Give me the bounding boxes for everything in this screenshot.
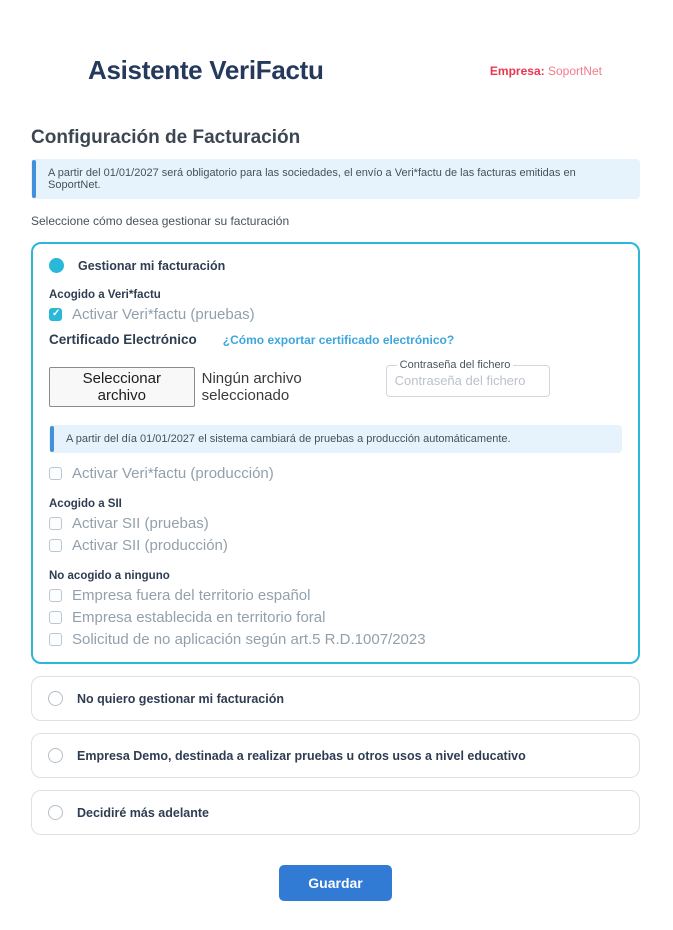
file-select-button[interactable]: Seleccionar archivo (49, 367, 195, 407)
certificado-label: Certificado Electrónico (49, 332, 197, 347)
certificado-file-row (49, 359, 622, 407)
checkbox-fuera-territorio-label[interactable]: Empresa fuera del territorio español (72, 587, 311, 604)
info-banner-top-text: A partir del 01/01/2027 será obligatorio para las sociedades, el envío a Veri*factu de las facturas emitidas en SoportNet. (48, 167, 576, 191)
check-row-sii-produccion[interactable] (49, 537, 622, 554)
option-card-gestionar (31, 242, 640, 664)
header (31, 55, 640, 86)
section-title: Configuración de Facturación (31, 127, 301, 148)
actions-bar (31, 865, 640, 901)
checkbox-verifactu-produccion[interactable] (49, 467, 62, 480)
group-label-verifactu: Acogido a Veri*factu (49, 289, 161, 301)
radio-gestionar[interactable] (49, 258, 64, 273)
checkbox-sii-pruebas[interactable] (49, 517, 62, 530)
checkbox-sii-produccion-label[interactable]: Activar SII (producción) (72, 537, 228, 554)
info-banner-top (31, 159, 640, 199)
option-card-no-gestionar[interactable] (31, 676, 640, 721)
password-fieldset (386, 359, 550, 397)
page-title: Asistente VeriFactu (88, 55, 324, 85)
info-banner-inner (49, 425, 622, 453)
option-card-decidire[interactable] (31, 790, 640, 835)
radio-row-gestionar[interactable] (49, 258, 622, 273)
save-button[interactable]: Guardar (279, 865, 391, 901)
checkbox-verifactu-pruebas-label[interactable]: Activar Veri*factu (pruebas) (72, 306, 255, 323)
certificado-export-link[interactable]: ¿Cómo exportar certificado electrónico? (222, 333, 455, 347)
checkbox-sii-produccion[interactable] (49, 539, 62, 552)
check-row-verifactu-produccion[interactable] (49, 465, 622, 482)
check-row-territorio-foral[interactable] (49, 609, 622, 626)
radio-gestionar-label[interactable]: Gestionar mi facturación (78, 258, 226, 273)
checkbox-fuera-territorio[interactable] (49, 589, 62, 602)
checkbox-territorio-foral[interactable] (49, 611, 62, 624)
check-row-sii-pruebas[interactable] (49, 515, 622, 532)
check-row-fuera-territorio[interactable] (49, 587, 622, 604)
page (0, 55, 673, 901)
checkbox-verifactu-produccion-label[interactable]: Activar Veri*factu (producción) (72, 465, 274, 482)
checkbox-territorio-foral-label[interactable]: Empresa establecida en territorio foral (72, 609, 326, 626)
empresa-label: Empresa: (489, 63, 545, 78)
check-row-no-aplicacion[interactable] (49, 631, 622, 648)
option-card-empresa-demo[interactable] (31, 733, 640, 778)
certificado-file-input[interactable] (49, 367, 386, 407)
password-legend: Contraseña del fichero (399, 359, 511, 371)
radio-empresa-demo-label[interactable]: Empresa Demo, destinada a realizar pruebas u otros usos a nivel educativo (77, 748, 526, 763)
password-input[interactable] (395, 373, 541, 388)
radio-empresa-demo[interactable] (48, 748, 63, 763)
checkbox-verifactu-pruebas[interactable] (49, 308, 62, 321)
info-banner-inner-text: A partir del día 01/01/2027 el sistema cambiará de pruebas a producción automáticamente. (66, 433, 511, 445)
empresa-value: SoportNet (547, 63, 602, 78)
checkbox-no-aplicacion-label[interactable]: Solicitud de no aplicación según art.5 R.D.1007/2023 (72, 631, 426, 648)
checkbox-sii-pruebas-label[interactable]: Activar SII (pruebas) (72, 515, 209, 532)
file-status-text: Ningún archivo seleccionado (201, 370, 302, 404)
radio-decidire-label[interactable]: Decidiré más adelante (77, 805, 210, 820)
check-row-verifactu-pruebas[interactable] (49, 306, 622, 323)
group-label-sii: Acogido a SII (49, 498, 122, 510)
radio-no-gestionar[interactable] (48, 691, 63, 706)
radio-no-gestionar-label[interactable]: No quiero gestionar mi facturación (77, 691, 284, 706)
group-label-ninguno: No acogido a ninguno (49, 570, 170, 582)
certificado-row (49, 332, 622, 347)
empresa-badge (490, 64, 602, 78)
radio-decidire[interactable] (48, 805, 63, 820)
selection-prompt: Seleccione cómo desea gestionar su facturación (31, 214, 290, 228)
checkbox-no-aplicacion[interactable] (49, 633, 62, 646)
